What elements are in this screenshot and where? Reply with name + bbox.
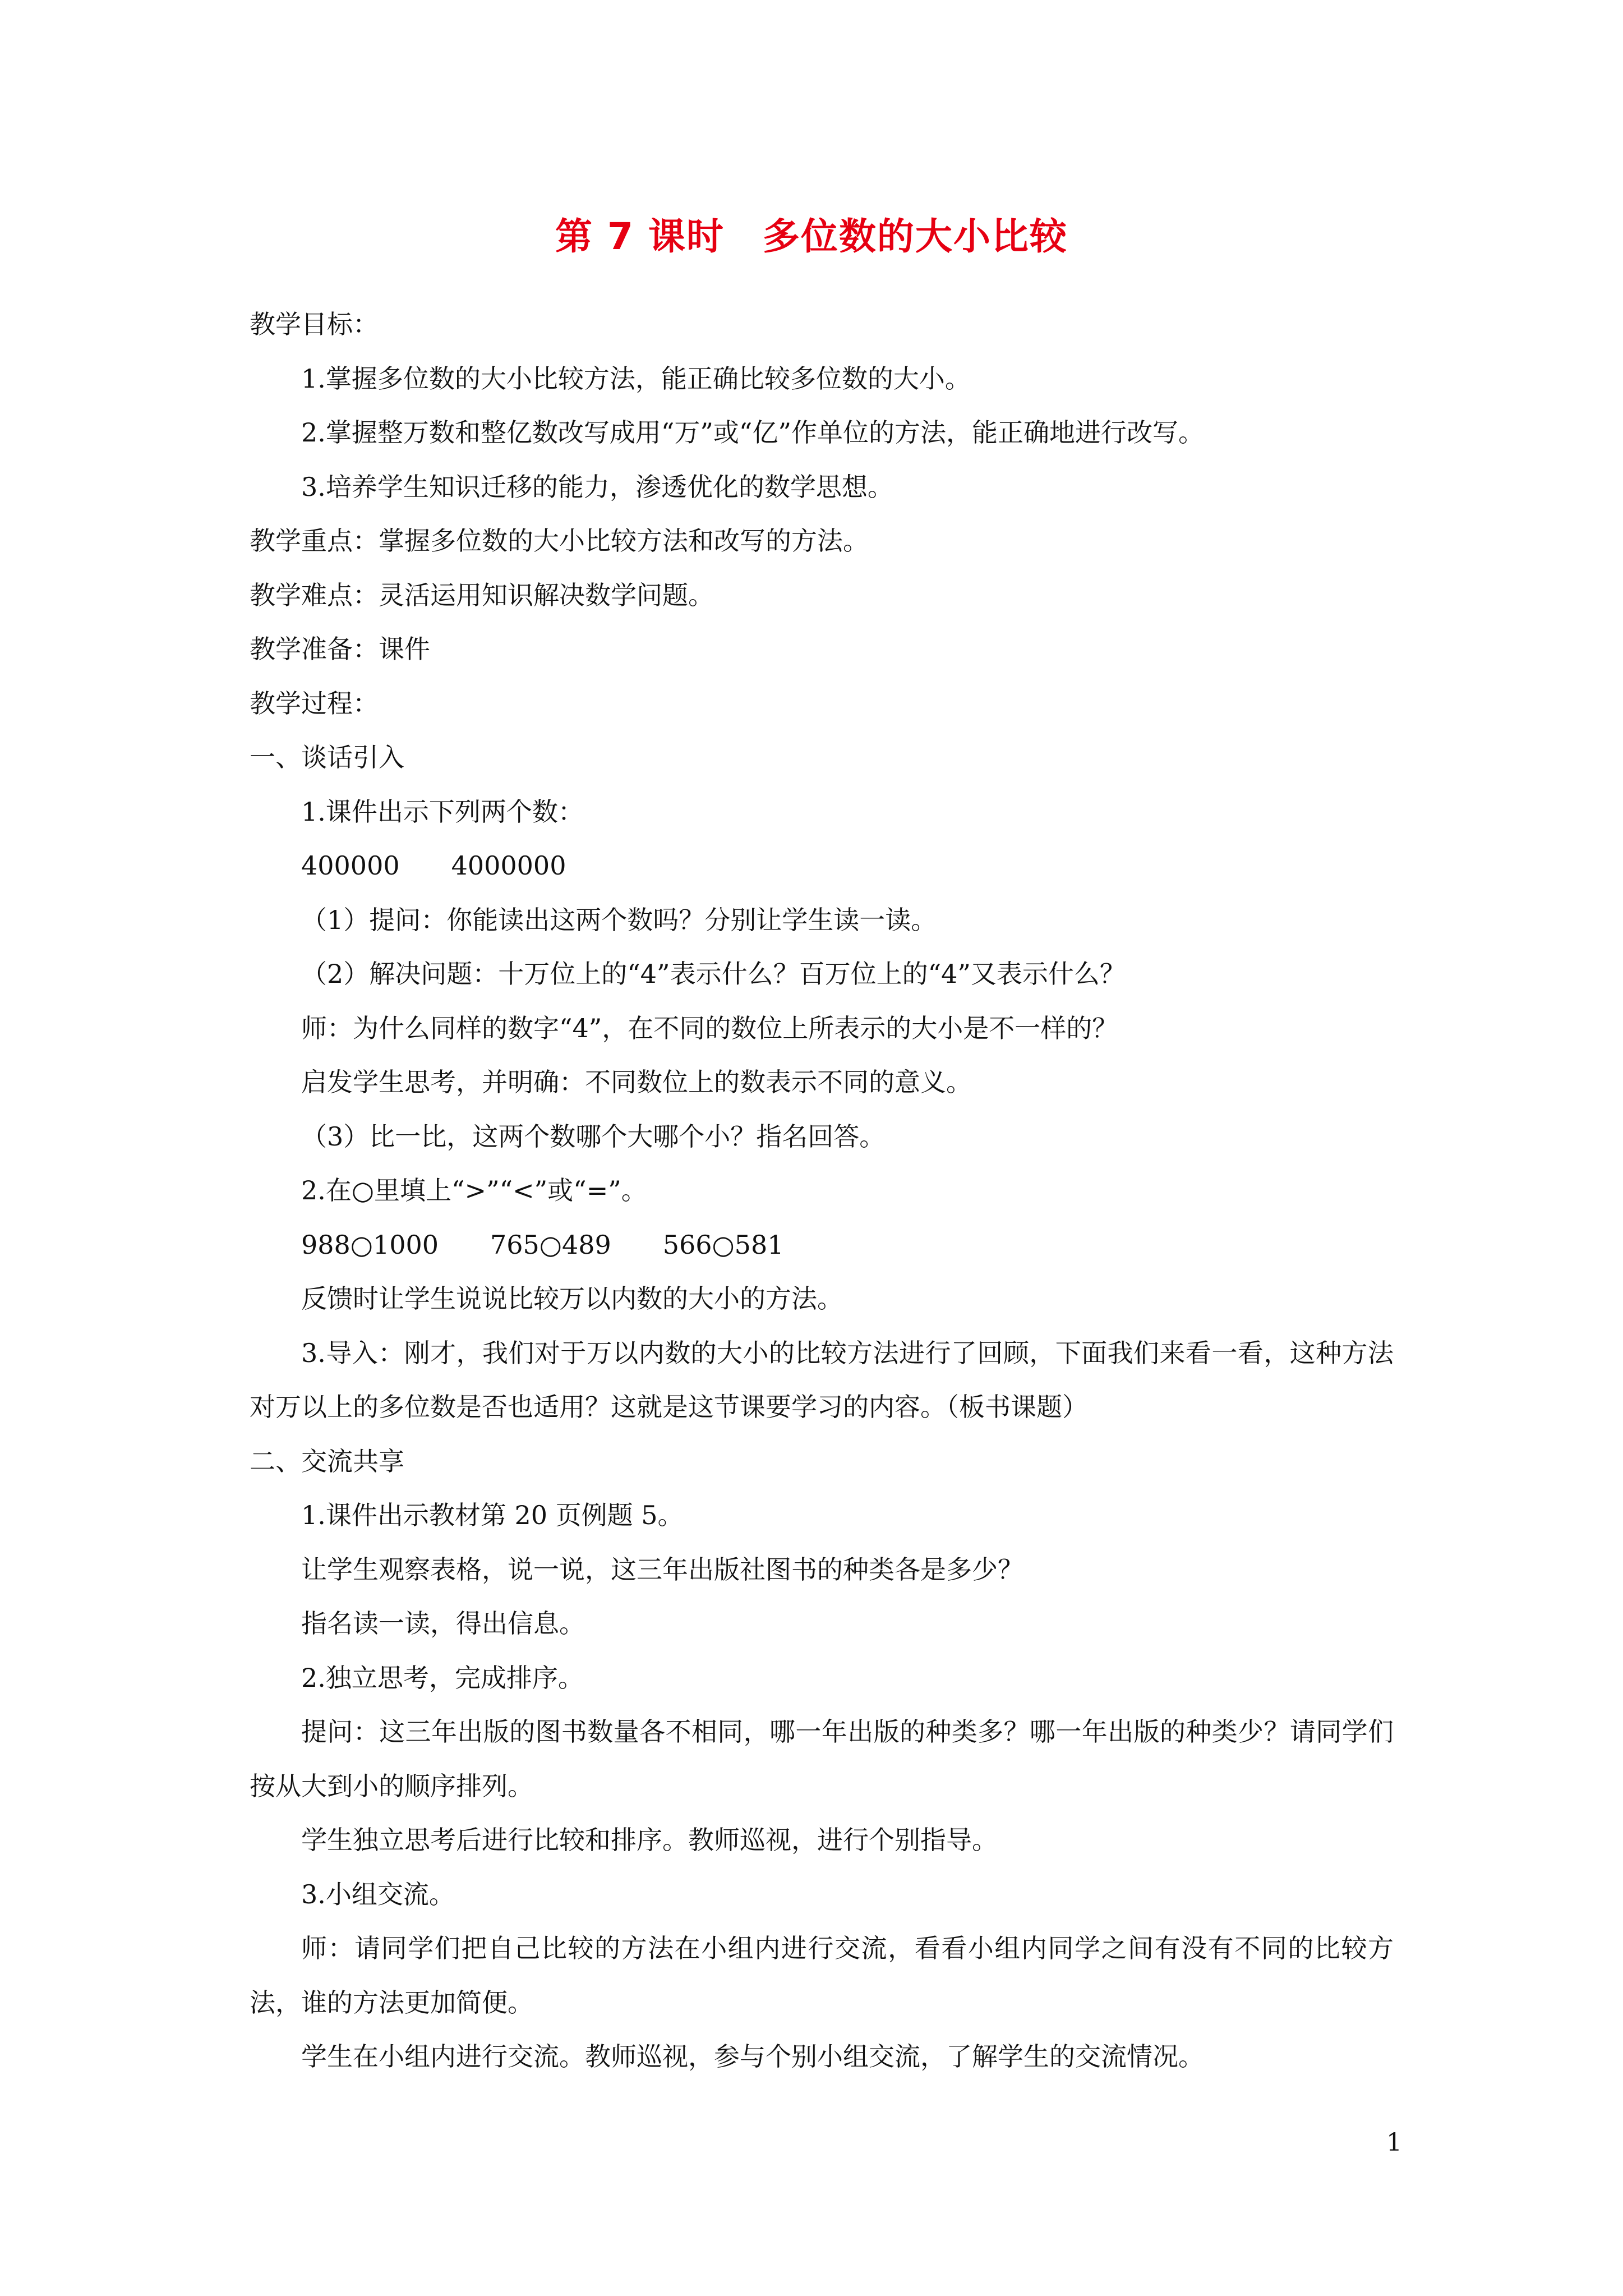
part-heading-2: 二、交流共享 (250, 1446, 404, 1476)
paragraph: 2.独立思考，完成排序。 (301, 1662, 584, 1693)
page-number: 1 (1386, 2128, 1402, 2157)
paragraph: 师：请同学们把自己比较的方法在小组内进行交流，看看小组内同学之间有没有不同的比较方法，谁的方法更加简便。 (250, 1933, 1394, 2018)
paragraph: 1.课件出示下列两个数： (301, 796, 584, 827)
comparison-exercise: 988○1000 765○489 566○581 (301, 1229, 784, 1260)
objective-1: 1.掌握多位数的大小比较方法，能正确比较多位数的大小。 (301, 363, 971, 394)
paragraph: 师：为什么同样的数字“4”，在不同的数位上所表示的大小是不一样的？ (301, 1013, 1118, 1043)
paragraph: 学生独立思考后进行比较和排序。教师巡视，进行个别指导。 (301, 1825, 998, 1855)
example-numbers: 400000 4000000 (301, 850, 566, 881)
lesson-title: 第 7 课时 多位数的大小比较 (555, 215, 1068, 258)
key-points: 教学重点：掌握多位数的大小比较方法和改写的方法。 (250, 526, 869, 556)
paragraph: （1）提问：你能读出这两个数吗？分别让学生读一读。 (301, 904, 937, 935)
paragraph: 让学生观察表格，说一说，这三年出版社图书的种类各是多少？ (301, 1554, 1023, 1585)
paragraph: 3.小组交流。 (301, 1879, 455, 1910)
objective-3: 3.培养学生知识迁移的能力，渗透优化的数学思想。 (301, 471, 893, 502)
paragraph: 反馈时让学生说说比较万以内数的大小的方法。 (301, 1283, 843, 1314)
paragraph: 指名读一读，得出信息。 (301, 1608, 585, 1639)
paragraph: 1.课件出示教材第 20 页例题 5。 (301, 1500, 684, 1530)
paragraph: 提问：这三年出版的图书数量各不相同，哪一年出版的种类多？哪一年出版的种类少？请同学们按从大到小的顺序排列。 (250, 1717, 1394, 1801)
preparation: 教学准备：课件 (250, 634, 430, 664)
difficult-points: 教学难点：灵活运用知识解决数学问题。 (250, 579, 714, 610)
paragraph: 启发学生思考，并明确：不同数位上的数表示不同的意义。 (301, 1067, 972, 1097)
part-heading-1: 一、谈话引入 (250, 742, 404, 772)
paragraph: 3.导入：刚才，我们对于万以内数的大小的比较方法进行了回顾，下面我们来看一看，这种方法对万以上的多位数是否也适用？这就是这节课要学习的内容。（板书课题） (250, 1337, 1394, 1422)
paragraph: 2.在○里填上“>”“<”或“=”。 (301, 1175, 647, 1205)
section-heading-objectives: 教学目标： (250, 309, 379, 339)
objective-2: 2.掌握整万数和整亿数改写成用“万”或“亿”作单位的方法，能正确地进行改写。 (301, 417, 1204, 448)
section-heading-process: 教学过程： (250, 688, 379, 719)
paragraph: （3）比一比，这两个数哪个大哪个小？指名回答。 (301, 1121, 886, 1152)
lesson-body (250, 297, 1394, 2084)
paragraph: （2）解决问题：十万位上的“4”表示什么？百万位上的“4”又表示什么？ (301, 959, 1126, 989)
paragraph: 学生在小组内进行交流。教师巡视，参与个别小组交流，了解学生的交流情况。 (301, 2041, 1204, 2072)
